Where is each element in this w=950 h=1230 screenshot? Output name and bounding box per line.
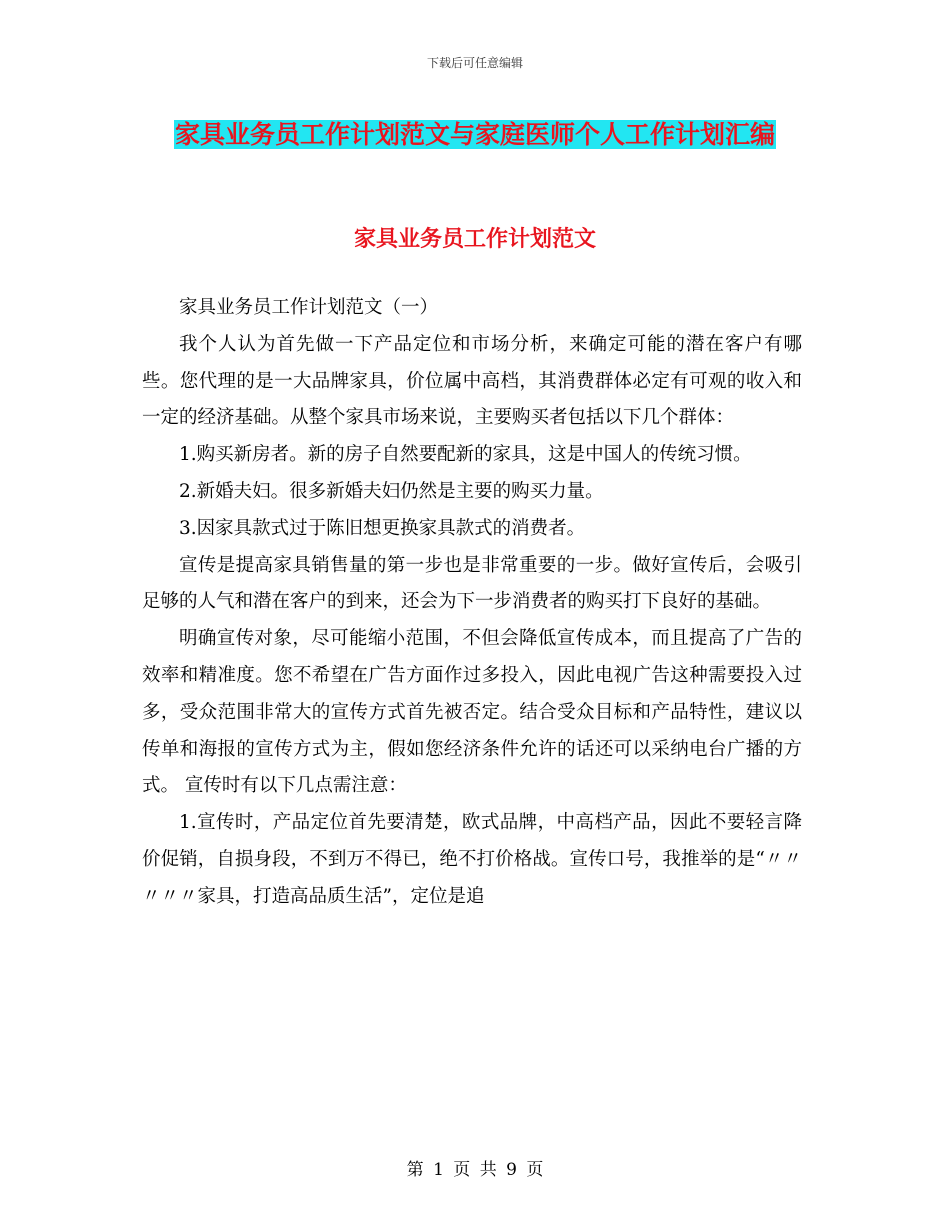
section-title: 家具业务员工作计划范文 (353, 227, 596, 252)
paragraph: 家具业务员工作计划范文（一） (179, 297, 439, 318)
paragraph: 1.宣传时，产品定位首先要清楚，欧式品牌，中高档产品，因此不要轻言降价促销，自损身段，不到万不得已，绝不打价格战。宣传口号，我推举的是“〃〃〃〃〃家具，打造高品质生活”，定位是追 (142, 812, 802, 907)
paragraph: 宣传是提高家具销售量的第一步也是非常重要的一步。做好宣传后，会吸引足够的人气和潜在客户的到来，还会为下一步消费者的购买打下良好的基础。 (142, 554, 802, 613)
page-footer: 第 1 页 共 9 页 (406, 1160, 544, 1180)
paragraph: 1.购买新房者。新的房子自然要配新的家具，这是中国人的传统习惯。 (179, 444, 752, 466)
paragraph: 2.新婚夫妇。很多新婚夫妇仍然是主要的购买力量。 (179, 480, 604, 502)
header-note: 下载后可任意编辑 (426, 56, 523, 70)
paragraph: 3.因家具款式过于陈旧想更换家具款式的消费者。 (179, 517, 586, 539)
body-text (142, 290, 802, 916)
paragraph: 明确宣传对象，尽可能缩小范围，不但会降低宣传成本，而且提高了广告的效率和精准度。您不希望在广告方面作过多投入，因此电视广告这种需要投入过多，受众范围非常大的宣传方式首先被否定。结合受众目标和产品特性，建议以传单和海报的宣传方式为主，假如您经济条件允许的话还可以采纳电台广播的方式。 宣传时有以下几点需注意： (142, 628, 802, 797)
document-title (140, 113, 810, 157)
paragraph: 我个人认为首先做一下产品定位和市场分析，来确定可能的潜在客户有哪些。您代理的是一大品牌家具，价位属中高档，其消费群体必定有可观的收入和一定的经济基础。从整个家具市场来说，主要购买者包括以下几个群体： (142, 333, 802, 429)
document-title-text: 家具业务员工作计划范文与家庭医师个人工作计划汇编 (174, 120, 775, 149)
